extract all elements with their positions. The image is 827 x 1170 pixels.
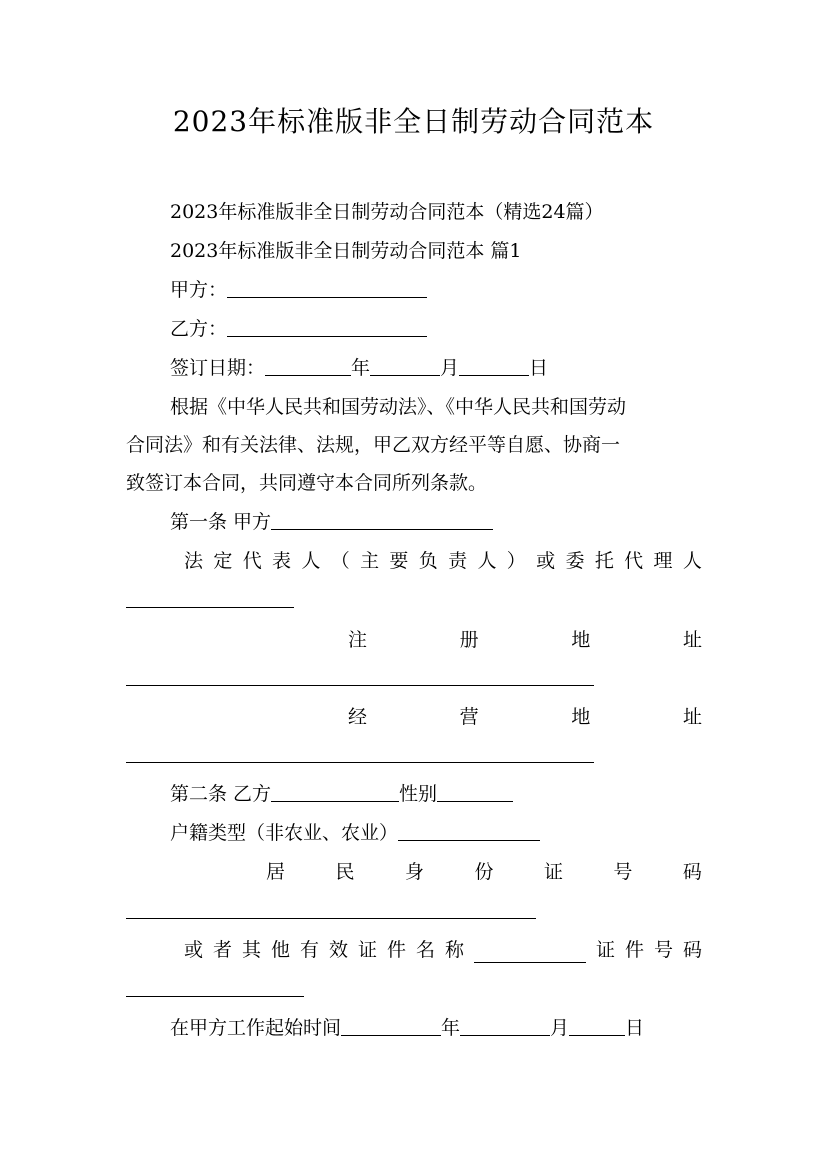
work-start-year-blank[interactable] [341,1015,441,1036]
party-a-line [170,277,427,303]
party-a-label: 甲方： [170,279,228,301]
year-label: 年 [351,357,371,379]
work-start-month-blank[interactable] [460,1015,550,1036]
document-title: 2023年标准版非全日制劳动合同范本 [172,105,655,138]
sign-date-line [170,355,548,381]
section-heading: 2023年标准版非全日制劳动合同范本 篇1 [170,240,522,262]
gender-label: 性别 [399,783,438,805]
party-b-line [170,316,427,342]
reg-address-blank[interactable] [126,685,594,686]
other-cert-line: 或 者 其 他 有 效 证 件 名 称 证 件 号 码 [184,939,702,961]
id-number-label: 居 民 身 份 证 号 码 [266,861,702,883]
party-a-name-blank[interactable] [271,509,493,530]
other-cert-name-blank[interactable] [474,942,586,963]
party-a-blank[interactable] [227,277,427,298]
article-2-line [170,781,513,807]
work-month-label: 月 [550,1017,570,1039]
sign-day-blank[interactable] [459,355,529,376]
party-b-name-blank[interactable] [271,781,399,802]
sign-month-blank[interactable] [370,355,440,376]
intro-line-1: 根据《中华人民共和国劳动法》、《中华人民共和国劳动 [170,396,627,418]
biz-address-blank[interactable] [126,762,594,763]
article-1-line [170,509,493,535]
party-b-label: 乙方： [170,318,228,340]
article-2-label: 第二条 乙方 [170,783,272,805]
household-line [170,820,540,846]
subtitle: 2023年标准版非全日制劳动合同范本（精选24篇） [170,201,604,223]
legal-rep-label: 法 定 代 表 人 （ 主 要 负 责 人 ） 或 委 托 代 理 人 [184,550,702,572]
household-type-label: 户籍类型（非农业、农业） [170,822,399,844]
work-day-label: 日 [625,1017,645,1039]
work-year-label: 年 [441,1017,461,1039]
legal-rep-blank[interactable] [126,607,294,608]
id-number-blank[interactable] [126,918,536,919]
cert-number-blank[interactable] [126,996,304,997]
work-start-line [170,1015,644,1041]
month-label: 月 [440,357,460,379]
intro-line-2: 合同法》和有关法律、法规，甲乙双方经平等自愿、协商一 [126,434,621,456]
biz-address-label: 经 营 地 址 [348,706,702,728]
household-type-blank[interactable] [398,820,540,841]
sign-date-label: 签订日期： [170,357,266,379]
work-start-label: 在甲方工作起始时间 [170,1017,342,1039]
party-b-blank[interactable] [227,316,427,337]
work-start-day-blank[interactable] [569,1015,625,1036]
reg-address-label: 注 册 地 址 [348,629,702,651]
article-1-label: 第一条 甲方 [170,511,272,533]
gender-blank[interactable] [437,781,513,802]
sign-year-blank[interactable] [265,355,351,376]
day-label: 日 [529,357,549,379]
intro-line-3: 致签订本合同，共同遵守本合同所列条款。 [126,472,488,494]
